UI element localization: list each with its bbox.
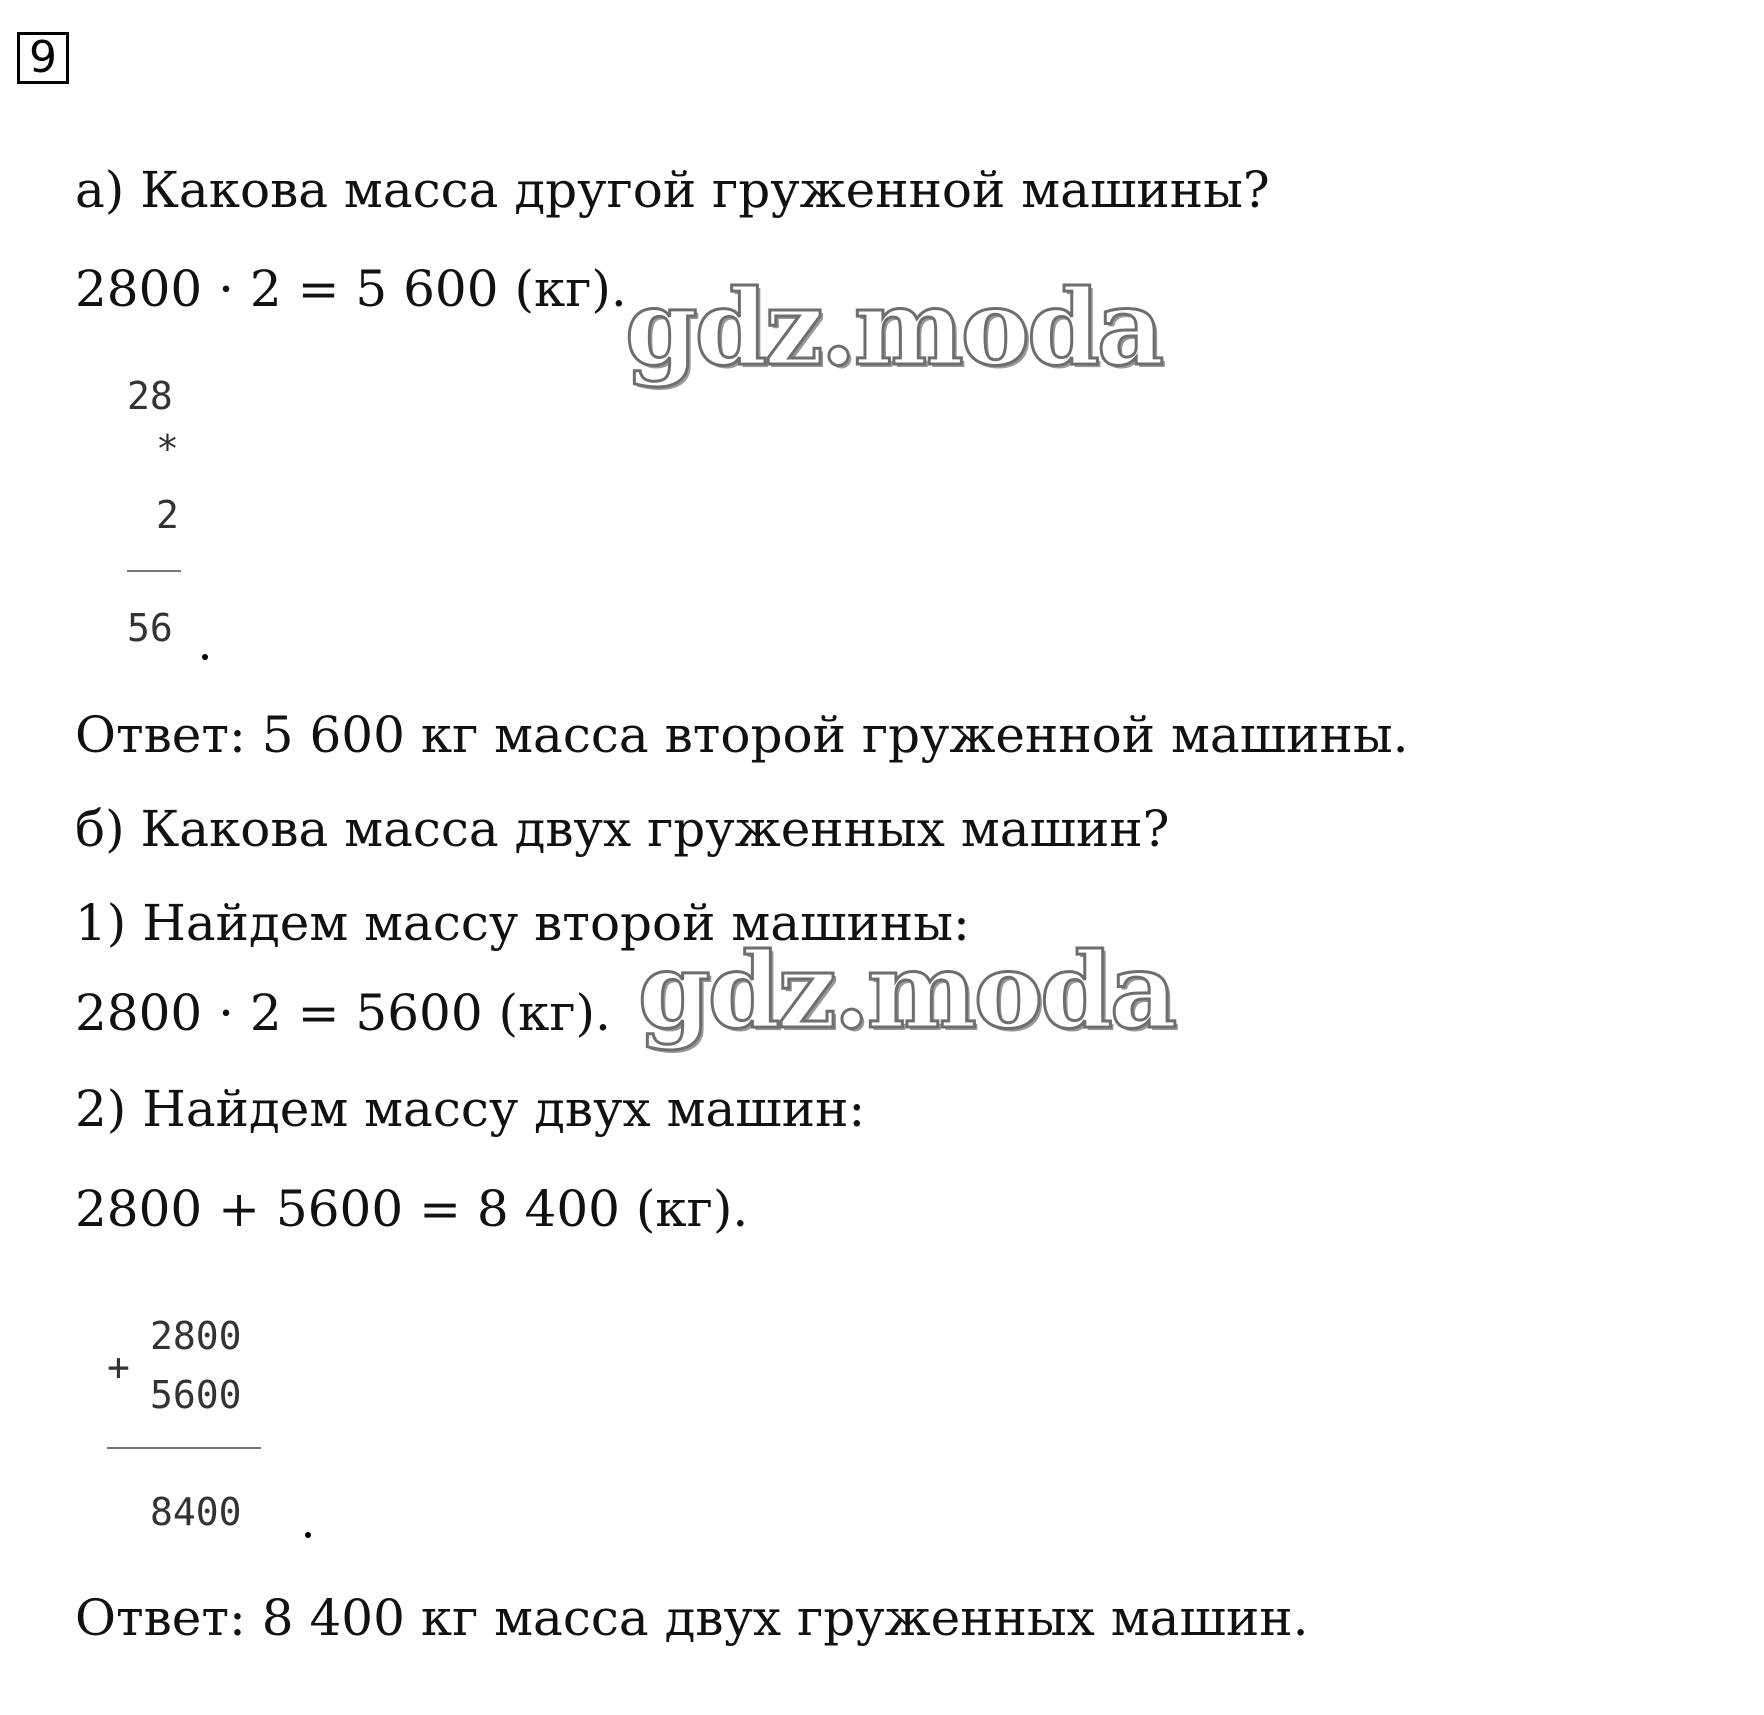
mult-top: 28 [127, 374, 173, 418]
mult-operator: * [156, 427, 179, 471]
step-2: 2) Найдем массу двух машин: [75, 1080, 866, 1138]
step-1: 1) Найдем массу второй машины: [75, 894, 970, 952]
add-top: 2800 [150, 1314, 242, 1358]
watermark-logo-2: gdz.moda [638, 929, 1175, 1052]
add-result: 8400 [150, 1490, 242, 1534]
add-bottom: 5600 [150, 1373, 242, 1417]
answer-a: Ответ: 5 600 кг масса второй груженной машины. [75, 706, 1409, 764]
question-a: а) Какова масса другой груженной машины? [75, 161, 1270, 219]
equation-a: 2800 · 2 = 5 600 (кг). [75, 260, 627, 318]
watermark-logo-1: gdz.moda [625, 266, 1162, 389]
add-operator: + [107, 1345, 130, 1389]
task-number: 9 [17, 32, 69, 84]
answer-b: Ответ: 8 400 кг масса двух груженных машин. [75, 1589, 1309, 1647]
mult-result: 56 [127, 606, 173, 650]
equation-b2: 2800 + 5600 = 8 400 (кг). [75, 1180, 749, 1238]
add-period [305, 1532, 311, 1538]
equation-b1: 2800 · 2 = 5600 (кг). [75, 984, 611, 1042]
mult-period [202, 654, 208, 660]
add-rule [107, 1447, 261, 1449]
mult-rule [127, 570, 181, 572]
mult-bottom: 2 [156, 493, 179, 537]
question-b: б) Какова масса двух груженных машин? [75, 800, 1170, 858]
